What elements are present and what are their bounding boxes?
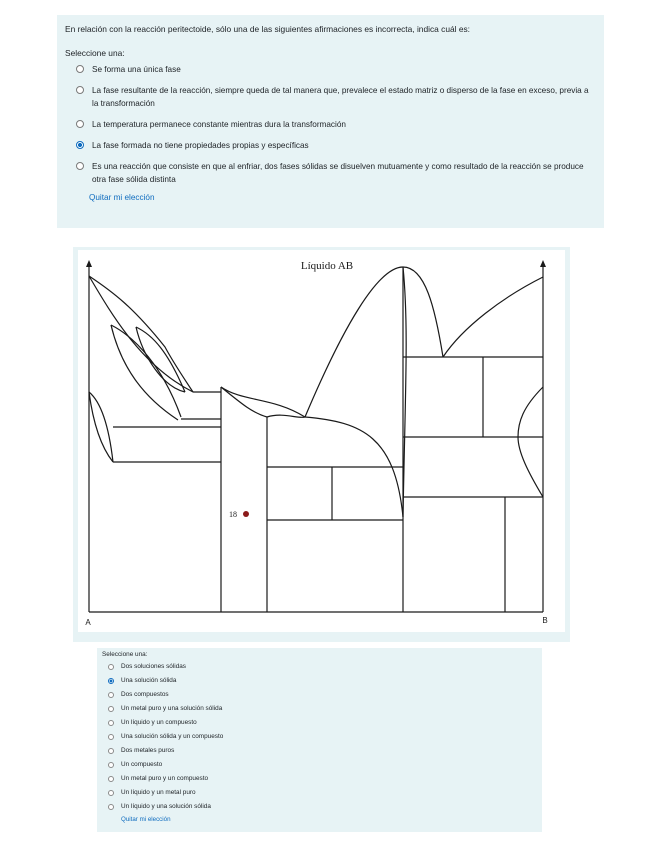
phase-diagram-svg	[73, 247, 570, 642]
q1-option[interactable]	[65, 139, 596, 152]
q2-option-label[interactable]: Un compuesto	[121, 761, 163, 768]
q2-option[interactable]	[102, 702, 542, 716]
q2-option-label[interactable]: Un metal puro y un compuesto	[121, 775, 209, 782]
question-1-text: En relación con la reacción peritectoide, sólo una de las siguientes afirmaciones es incorrecta, indica cuál es:	[65, 24, 471, 34]
q2-option-label[interactable]: Una solución sólida y un compuesto	[121, 733, 224, 740]
axis-label-b: B	[542, 616, 548, 625]
diagram-title: Líquido AB	[300, 260, 354, 272]
selected-point-marker	[243, 511, 249, 517]
question-2-prompt: Seleccione una:	[102, 651, 148, 658]
q2-option[interactable]	[102, 688, 542, 702]
q1-clear-choice-link[interactable]: Quitar mi elección	[89, 193, 155, 202]
radio-selected-icon[interactable]	[76, 141, 84, 149]
q2-option-label[interactable]: Dos metales puros	[121, 747, 175, 754]
q1-option[interactable]	[65, 63, 596, 76]
point-label: 18	[229, 510, 237, 519]
question-2-panel	[97, 648, 542, 832]
radio-icon[interactable]	[76, 65, 84, 73]
question-1-prompt: Seleccione una:	[65, 48, 125, 58]
q1-option-label[interactable]: La fase formada no tiene propiedades propias y específicas	[92, 141, 309, 150]
q1-option[interactable]	[65, 160, 596, 186]
q1-option-label[interactable]: Se forma una única fase	[92, 65, 181, 74]
q2-option[interactable]	[102, 716, 542, 730]
q2-option[interactable]	[102, 786, 542, 800]
q2-clear-choice-link[interactable]: Quitar mi elección	[121, 816, 171, 823]
q2-option-label[interactable]: Un metal puro y una solución sólida	[121, 705, 223, 712]
radio-icon[interactable]	[76, 120, 84, 128]
radio-icon[interactable]	[76, 162, 84, 170]
q2-option[interactable]	[102, 758, 542, 772]
phase-diagram	[73, 247, 570, 642]
radio-icon[interactable]	[108, 748, 114, 754]
radio-icon[interactable]	[108, 734, 114, 740]
radio-icon[interactable]	[108, 706, 114, 712]
radio-icon[interactable]	[108, 804, 114, 810]
radio-icon[interactable]	[108, 692, 114, 698]
q2-option-label[interactable]: Dos soluciones sólidas	[121, 663, 187, 670]
radio-icon[interactable]	[108, 664, 114, 670]
q1-option-label[interactable]: Es una reacción que consiste en que al enfriar, dos fases sólidas se disuelven mutuamente y como resultado de la reacción se produce otra fase sólida distinta	[92, 162, 584, 184]
q2-option[interactable]	[102, 800, 542, 814]
q2-option[interactable]	[102, 674, 542, 688]
radio-icon[interactable]	[76, 86, 84, 94]
q1-option-label[interactable]: La temperatura permanece constante mientras dura la transformación	[92, 120, 346, 129]
axis-label-a: A	[85, 618, 91, 627]
q2-option-label[interactable]: Una solución sólida	[121, 677, 177, 684]
q2-option-label[interactable]: Dos compuestos	[121, 691, 169, 698]
q2-option[interactable]	[102, 730, 542, 744]
radio-icon[interactable]	[108, 790, 114, 796]
q2-option-label[interactable]: Un líquido y un compuesto	[121, 719, 197, 726]
radio-selected-icon[interactable]	[108, 678, 114, 684]
q2-option[interactable]	[102, 772, 542, 786]
q2-option-label[interactable]: Un líquido y un metal puro	[121, 789, 196, 796]
q2-option-label[interactable]: Un líquido y una solución sólida	[121, 803, 211, 810]
question-1-panel	[57, 15, 604, 228]
radio-icon[interactable]	[108, 776, 114, 782]
radio-icon[interactable]	[108, 762, 114, 768]
radio-icon[interactable]	[108, 720, 114, 726]
q1-option[interactable]	[65, 84, 596, 110]
q2-option[interactable]	[102, 660, 542, 674]
q1-option[interactable]	[65, 118, 596, 131]
q2-option[interactable]	[102, 744, 542, 758]
q1-option-label[interactable]: La fase resultante de la reacción, siempre queda de tal manera que, prevalece el estado matriz o disperso de la fase en exceso, previa a la transformación	[92, 86, 589, 108]
